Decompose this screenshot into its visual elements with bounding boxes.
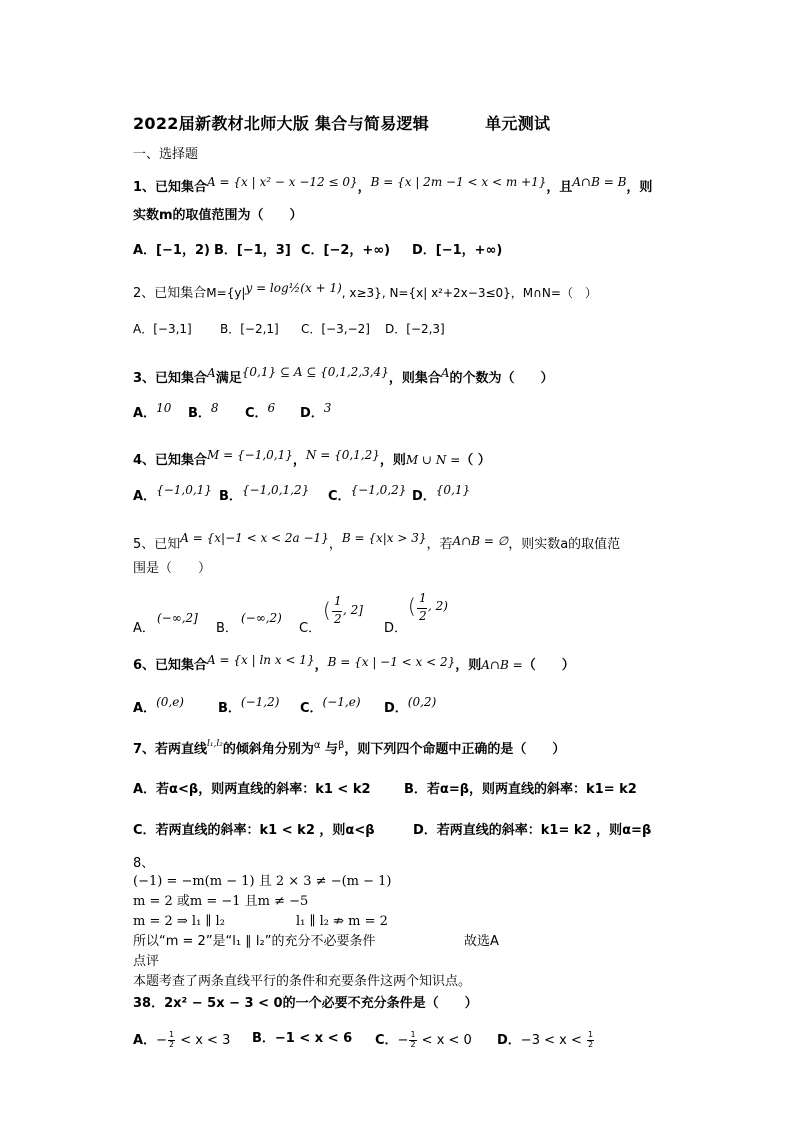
q8-comment-label: 点评 [133,954,160,969]
q1-option-c: C．[−2，+∞) [301,243,391,258]
q6-option-a [133,695,184,717]
q2-option-b: B．[−2,1] [220,322,279,336]
q4-option-c [328,483,407,505]
q4-option-a-value: {−1,0,1} [156,483,212,497]
q1-sep: ， [357,180,371,195]
q3-tail-2: 的个数为（ ） [449,371,554,386]
q38-option-b: B．−1 < x < 6 [252,1031,353,1046]
q3-option-a-label: A． [133,406,157,421]
q1-lead: 1、已知集合 [133,180,208,195]
q3-tail: ，则集合 [388,371,441,386]
q6-set-b: B = {x | −1 < x < 2} [327,655,456,669]
q5-tail: ，则实数a的取值范 [508,537,621,552]
q8-number: 8、 [133,856,155,871]
q1-set-b: B = {x | 2m −1 < x < m +1} [370,175,547,189]
q6-option-b-label: B． [218,701,241,716]
q3-line1 [133,365,554,387]
q1-mid: ，且 [546,180,573,195]
q38-option-c-label: C． [375,1032,398,1048]
title-text: 2022届新教材北师大版 集合与简易逻辑 [133,114,430,133]
q5-option-d-close: , 2) [428,599,448,613]
q5-option-b-value: (−∞,2) [241,611,282,625]
q5-option-c-open: ( [323,598,331,622]
q3-set-a-2: A [440,366,450,380]
q3-lead: 3、已知集合 [133,371,208,386]
q5-lead: 5、已知 [133,537,181,552]
q3-mid: 满足 [215,371,242,386]
q5-option-c-den: 2 [334,612,342,626]
q6-sep: ， [314,658,328,673]
q8-line-1: (−1) = −m(m − 1) 且 2 × 3 ≠ −(m − 1) [133,874,392,889]
q5-line2: 围是（ ） [133,561,212,576]
q2-formula: y = log½(x + 1) [245,281,342,295]
q1-line1 [133,175,653,196]
q38-option-d-rest: −3 < x < [520,1032,586,1048]
q6-option-a-value: (0,e) [156,695,184,709]
q6-line1 [133,653,575,674]
q4-option-d-label: D． [412,489,436,504]
q5-option-d-num: 1 [419,591,427,605]
q7-mid: 的倾斜角分别为 [222,742,314,757]
q4-option-d [412,483,471,505]
q4-expression: M ∪ N = [405,453,461,467]
q5-option-c-num: 1 [334,594,342,608]
q7-option-d: D．若两直线的斜率：k1= k2 ，则α=β [413,823,652,838]
q6-option-c-label: C． [300,701,323,716]
q3-option-d-label: D． [300,406,324,421]
q38-option-d-den: 2 [587,1039,594,1049]
q1-condition: A∩B = B [572,175,627,189]
q5-set-a: A = {x|−1 < x < 2a −1} [180,531,329,545]
q7-and: 与 [320,742,339,757]
q4-option-c-label: C． [328,489,351,504]
q38-option-a [133,1031,230,1050]
q5-option-d-den: 2 [419,609,427,623]
q4-lead: 4、已知集合 [133,453,208,468]
q2-line1 [133,281,597,302]
q3-option-a [133,401,172,422]
q3-option-b [188,401,219,422]
q4-tail: （ ） [460,453,491,468]
q4-sep: ， [292,453,306,468]
q3-option-d-value: 3 [323,401,332,415]
q4-option-c-value: {−1,0,2} [350,483,407,497]
q5-option-c-label: C． [299,621,322,636]
q3-option-c-label: C． [245,406,268,421]
section-heading: 一、选择题 [133,147,199,162]
q3-option-a-value: 10 [156,401,172,415]
q5-option-d-label: D． [384,621,408,636]
q2-text-a: M={y| [206,286,246,300]
q38-option-c-minus: − [397,1032,409,1048]
q4-set-n: N = {0,1,2} [305,448,380,462]
q7-option-a: A．若α<β，则两直线的斜率：k1 < k2 [133,782,371,797]
q5-option-b-label: B． [216,621,238,636]
title-suffix: 单元测试 [485,114,551,133]
q6-lead: 6、已知集合 [133,658,208,673]
q6-set-a: A = {x | ln x < 1} [207,653,315,667]
q6-tail: （ ） [522,658,575,673]
q4-option-a [133,483,212,505]
q3-option-d [300,401,332,422]
q7-option-c: C．若两直线的斜率：k1 < k2 ，则α<β [133,823,375,838]
q38-option-c-num: 1 [410,1030,416,1039]
q2-option-c: C．[−3,−2] [301,322,370,336]
q6-option-c [300,695,361,717]
q4-mid: ，则 [379,453,406,468]
q5-option-a-label: A． [133,621,155,636]
q4-option-a-label: A． [133,489,157,504]
page-title [133,114,550,134]
q5-condition: A∩B = ∅ [452,534,509,548]
q3-option-c-value: 6 [267,401,276,415]
q6-option-c-value: (−1,e) [322,695,361,709]
q6-option-d-label: D． [384,701,408,716]
q38-option-d-label: D． [497,1032,521,1048]
q38-option-d-num: 1 [587,1030,594,1039]
q3-set-a: A [207,366,216,380]
q1-set-a: A = {x | x² − x −12 ≤ 0} [207,175,358,189]
q1-line2: 实数m的取值范围为（ ） [133,208,303,223]
q1-option-a: A．[−1，2) [133,243,210,258]
q2-option-d: D．[−2,3] [385,322,445,336]
q38-option-a-label: A． [133,1032,157,1048]
q8-comment: 本题考查了两条直线平行的条件和充要条件这两个知识点。 [133,974,472,989]
q38-option-c [375,1031,472,1050]
q7-tail: ，则下列四个命题中正确的是（ ） [344,742,566,757]
q7-line1 [133,739,566,758]
q8-line-4a: 所以“m = 2”是“l₁ ∥ l₂”的充分不必要条件 [133,934,376,949]
q2-lead: 2、已知集合 [133,286,207,301]
q7-option-b: B．若α=β，则两直线的斜率：k1= k2 [404,782,637,797]
q6-option-b [218,695,280,717]
q38-option-a-den: 2 [168,1039,175,1049]
q3-option-c [245,401,276,422]
q1-option-b: B．[−1，3] [214,243,291,258]
q38-option-d [497,1031,595,1050]
q5-line1 [133,531,621,553]
q6-option-d-value: (0,2) [407,695,437,709]
q4-option-d-value: {0,1} [435,483,471,497]
q7-beta: β [338,740,345,751]
q6-option-d [384,695,437,717]
q3-condition: {0,1} ⊆ A ⊆ {0,1,2,3,4} [241,365,389,379]
q6-expression: A∩B = [481,658,523,672]
q8-line-3b: l₁ ∥ l₂ ⇏ m = 2 [296,914,388,929]
q4-option-b-label: B． [219,489,242,504]
q5-mid: ，若 [426,537,453,552]
q8-line-4b: 故选A [464,934,499,949]
q2-text-b: , x≥3}, N={x| x²+2x−3≤0}，M∩N=（ ） [341,286,597,300]
q3-option-b-value: 8 [210,401,219,415]
q7-lines-symbol: l₁,l₂ [207,739,223,749]
q38-stem: 38．2x² − 5x − 3 < 0的一个必要不充分条件是（ ） [133,996,478,1011]
q5-set-b: B = {x|x > 3} [341,531,427,545]
q5-option-a-value: (−∞,2] [157,611,198,625]
q38-option-a-rest: < x < 3 [176,1032,231,1048]
q8-line-3a: m = 2 ⇒ l₁ ∥ l₂ [133,914,225,929]
q4-line1 [133,448,491,469]
q38-option-a-minus: − [156,1032,167,1048]
q38-option-d-fraction [587,1031,594,1050]
q38-option-c-den: 2 [410,1039,416,1049]
q5-sep: ， [328,537,342,552]
q6-mid: ，则 [455,658,482,673]
q38-option-a-num: 1 [168,1030,175,1039]
q8-line-2: m = 2 或m = −1 且m ≠ −5 [133,894,309,909]
q3-option-b-label: B． [188,406,211,421]
q5-option-d-open: ( [408,594,416,618]
q1-tail: ，则 [626,180,653,195]
q4-set-m: M = {−1,0,1} [207,448,293,462]
q7-alpha: α [313,740,321,751]
q2-option-a: A．[−3,1] [133,322,192,336]
q38-option-a-fraction [168,1031,175,1050]
q7-lead: 7、若两直线 [133,742,208,757]
q1-option-d: D．[−1，+∞) [412,243,503,258]
q6-option-a-label: A． [133,701,157,716]
q5-option-c-close: , 2] [343,603,363,617]
q38-option-c-fraction [409,1031,416,1050]
q38-option-c-rest: < x < 0 [417,1032,472,1048]
q4-option-b [219,483,310,505]
q6-option-b-value: (−1,2) [240,695,280,709]
q4-option-b-value: {−1,0,1,2} [241,483,310,497]
